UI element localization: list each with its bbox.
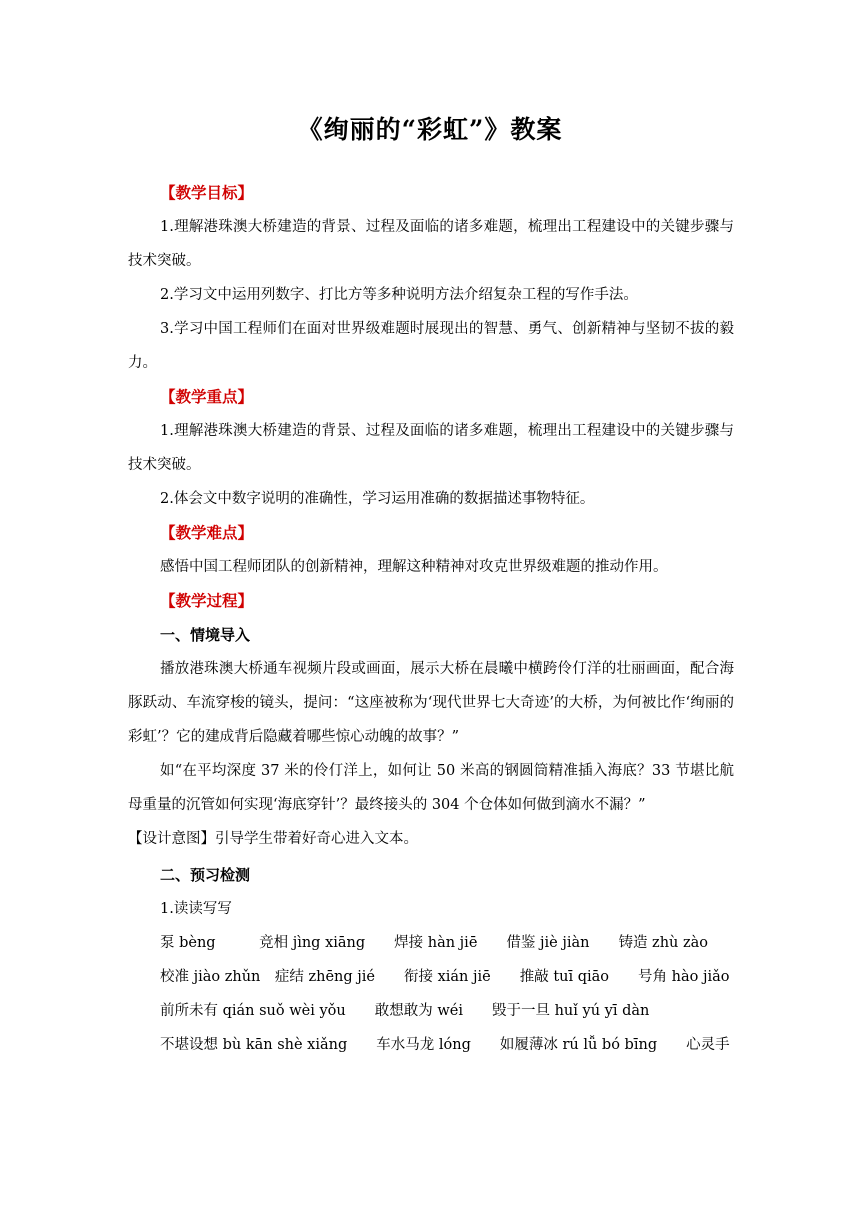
part1-title: 一、情境导入	[160, 626, 251, 644]
design-intent: 【设计意图】引导学生带着好奇心进入文本。	[128, 831, 418, 847]
part1-paragraph-2: 如“在平均深度 37 米的伶仃洋上，如何让 50 米高的钢圆筒精准插入海底？33 节堪比航母重量的沉管如何实现‘海底穿针’？最终接头的 304 个仓体如何做到滴水不漏？”	[128, 763, 734, 813]
process-heading: 【教学过程】	[160, 591, 254, 610]
key-point-item-2: 2.体会文中数字说明的准确性，学习运用准确的数据描述事物特征。	[160, 491, 595, 507]
difficulties-heading: 【教学难点】	[160, 523, 254, 542]
vocab-row-4: 不堪设想 bù kān shè xiǎng 车水马龙 lóng 如履薄冰 rú lǚ bó bīng 心灵手	[160, 1037, 730, 1053]
objective-item-1: 1.理解港珠澳大桥建造的背景、过程及面临的诸多难题，梳理出工程建设中的关键步骤与技术突破。	[128, 219, 734, 269]
objectives-heading: 【教学目标】	[160, 183, 254, 202]
part2-title: 二、预习检测	[160, 866, 251, 884]
difficulty-item-1: 感悟中国工程师团队的创新精神，理解这种精神对攻克世界级难题的推动作用。	[160, 559, 668, 575]
vocab-row-2: 校准 jiào zhǔn 症结 zhēng jié 衔接 xián jiē 推敲 tuī qiāo 号角 hào jiǎo	[160, 969, 730, 985]
objective-item-2: 2.学习文中运用列数字、打比方等多种说明方法介绍复杂工程的写作手法。	[160, 287, 638, 303]
vocab-row-3: 前所未有 qián suǒ wèi yǒu 敢想敢为 wéi 毁于一旦 huǐ yú yī dàn	[160, 1003, 650, 1019]
page-title: 《绚丽的“彩虹”》教案	[297, 115, 563, 144]
key-point-item-1: 1.理解港珠澳大桥建造的背景、过程及面临的诸多难题，梳理出工程建设中的关键步骤与技术突破。	[128, 423, 734, 473]
part1-paragraph-1: 播放港珠澳大桥通车视频片段或画面，展示大桥在晨曦中横跨伶仃洋的壮丽画面，配合海豚跃动、车流穿梭的镜头，提问：“这座被称为‘现代世界七大奇迹’的大桥，为何被比作‘绚丽的彩虹’？它的建成背后隐藏着哪些惊心动魄的故事？”	[128, 661, 734, 745]
vocab-row-1: 泵 bèng 竞相 jìng xiāng 焊接 hàn jiē 借鉴 jiè jiàn 铸造 zhù zào	[160, 935, 708, 951]
objective-item-3: 3.学习中国工程师们在面对世界级难题时展现出的智慧、勇气、创新精神与坚韧不拔的毅力。	[128, 321, 734, 371]
document-body	[128, 176, 734, 1062]
part2-subtitle: 1.读读写写	[160, 901, 232, 917]
key-points-heading: 【教学重点】	[160, 387, 254, 406]
